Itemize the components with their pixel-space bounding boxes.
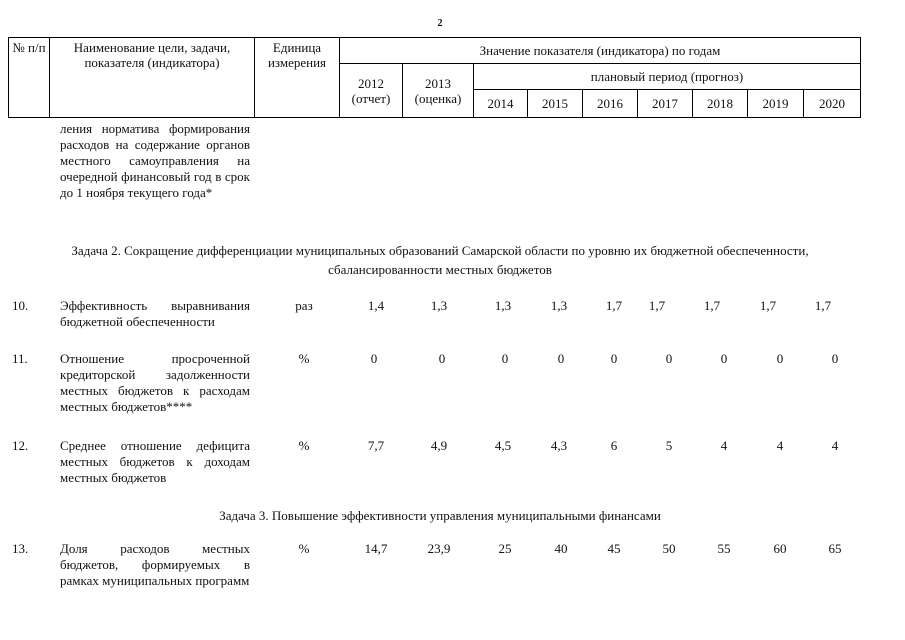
value-2015: 40 [554,541,568,556]
header-year-2016: 2016 [582,89,638,118]
header-col-unit: Единица измерения [254,37,340,118]
unit-cell: % [298,438,310,453]
header-year-2013: 2013 (оценка) [402,63,474,118]
row-number: 10. [12,298,29,313]
value-2018: 0 [720,351,728,366]
value-2017: 1,7 [648,298,666,313]
header-year-2015: 2015 [527,89,583,118]
header-year-2017: 2017 [637,89,693,118]
value-2013: 4,9 [430,438,448,453]
indicator-name: Отношение просроченной кредиторской задолженности местных бюджетов к расходам местных бюджетов**** [60,351,250,414]
header-year-2019: 2019 [747,89,804,118]
indicator-name: Эффективность выравнивания бюджетной обеспеченности [60,298,250,329]
value-2016: 0 [610,351,618,366]
value-2017: 50 [662,541,676,556]
task-2-title: Задача 2. Сокращение дифференциации муниципальных образований Самарской области по уровню их бюджетной обеспеченности, сбалансированности местных бюджетов [71,243,809,277]
unit-cell: % [298,351,310,366]
header-year-2018: 2018 [692,89,748,118]
value-2014: 1,3 [494,298,512,313]
header-year-2012: 2012 (отчет) [339,63,403,118]
header-planned-period: плановый период (прогноз) [473,63,861,90]
value-2017: 5 [665,438,673,453]
header-col-number: № п/п [8,37,50,118]
value-2019: 1,7 [759,298,777,313]
value-2020: 0 [831,351,839,366]
continued-indicator-text: ления норматива формирования расходов на содержание органов местного самоуправления на очередной финансовый год в срок до 1 ноября текущего года* [60,121,250,200]
value-2015: 0 [557,351,565,366]
value-2012: 14,7 [364,541,388,556]
header-col-values: Значение показателя (индикатора) по годам [339,37,861,64]
row-number: 12. [12,438,29,453]
value-2020: 1,7 [814,298,832,313]
header-year-2020: 2020 [803,89,861,118]
unit-cell: % [298,541,310,556]
value-2019: 4 [776,438,784,453]
value-2012: 0 [370,351,378,366]
value-2013: 0 [438,351,446,366]
task-3-title: Задача 3. Повышение эффективности управления муниципальными финансами [219,508,661,523]
value-2013: 1,3 [430,298,448,313]
value-2020: 4 [831,438,839,453]
value-2019: 60 [773,541,787,556]
row-number: 13. [12,541,29,556]
value-2020: 65 [828,541,842,556]
value-2013: 23,9 [427,541,451,556]
value-2012: 1,4 [367,298,385,313]
indicator-name: Доля расходов местных бюджетов, формируемых в рамках муниципальных программ [60,541,250,588]
unit-cell: раз [295,298,313,313]
value-2016: 45 [607,541,621,556]
value-2015: 4,3 [550,438,568,453]
value-2019: 0 [776,351,784,366]
header-col-name: Наименование цели, задачи, показателя (индикатора) [49,37,255,118]
indicator-name: Среднее отношение дефицита местных бюджетов к доходам местных бюджетов [60,438,250,485]
header-year-2014: 2014 [473,89,528,118]
value-2016: 1,7 [605,298,623,313]
page-number: 2 [437,18,443,29]
value-2015: 1,3 [550,298,568,313]
value-2014: 0 [501,351,509,366]
value-2014: 25 [498,541,512,556]
value-2017: 0 [665,351,673,366]
value-2014: 4,5 [494,438,512,453]
value-2018: 1,7 [703,298,721,313]
value-2016: 6 [610,438,618,453]
value-2018: 4 [720,438,728,453]
row-number: 11. [12,351,28,366]
value-2012: 7,7 [367,438,385,453]
value-2018: 55 [717,541,731,556]
